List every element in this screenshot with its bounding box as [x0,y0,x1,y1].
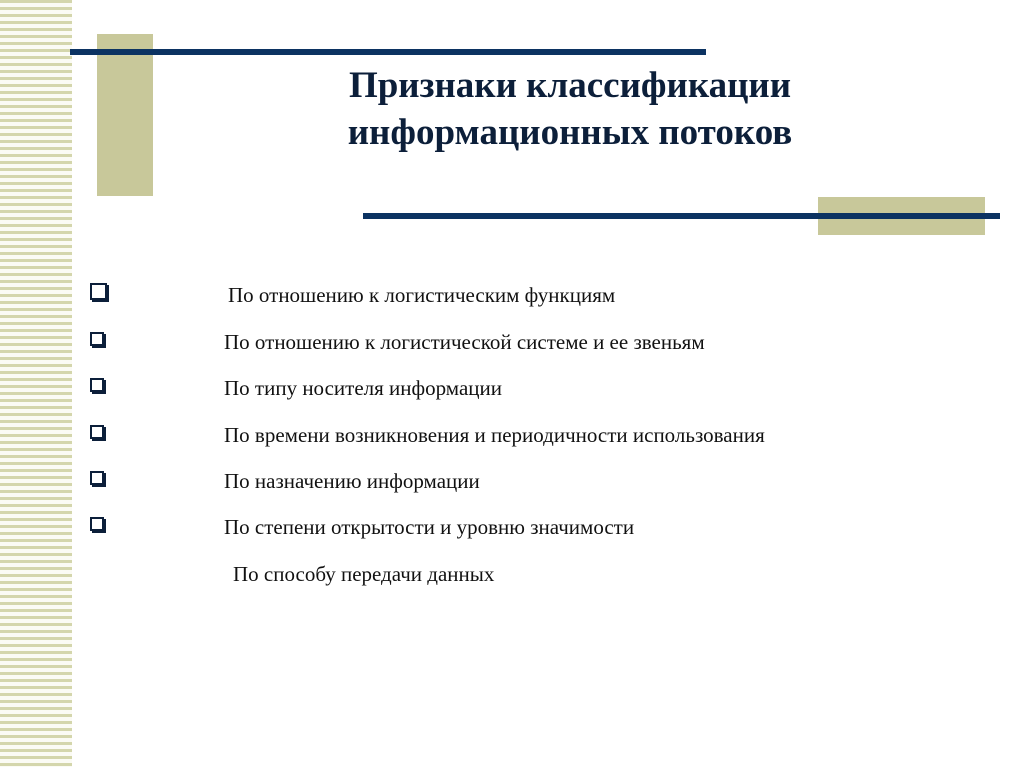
checkbox-bullet-icon [90,283,107,300]
list-item: По степени открытости и уровню значимости [224,515,635,539]
top-accent-block [97,34,153,196]
checkbox-bullet-icon [90,425,104,439]
bottom-rule [363,213,1000,219]
list-item: По способу передачи данных [233,562,495,586]
title-line-2: информационных потоков [347,112,793,153]
slide-title [240,62,900,156]
list-item: По времени возникновения и периодичности использования [224,423,765,447]
list-item: По отношению к логистическим функциям [228,283,616,307]
title-line-1: Признаки классификации [348,65,792,106]
checkbox-bullet-icon [90,471,104,485]
list-item: По назначению информации [224,469,480,493]
checkbox-bullet-icon [90,517,104,531]
top-rule [70,49,706,55]
checkbox-bullet-icon [90,332,104,346]
list-item: По отношению к логистической системе и ее звеньям [224,330,705,354]
left-decorative-stripe [0,0,72,767]
checkbox-bullet-icon [90,378,104,392]
list-item: По типу носителя информации [224,376,502,400]
